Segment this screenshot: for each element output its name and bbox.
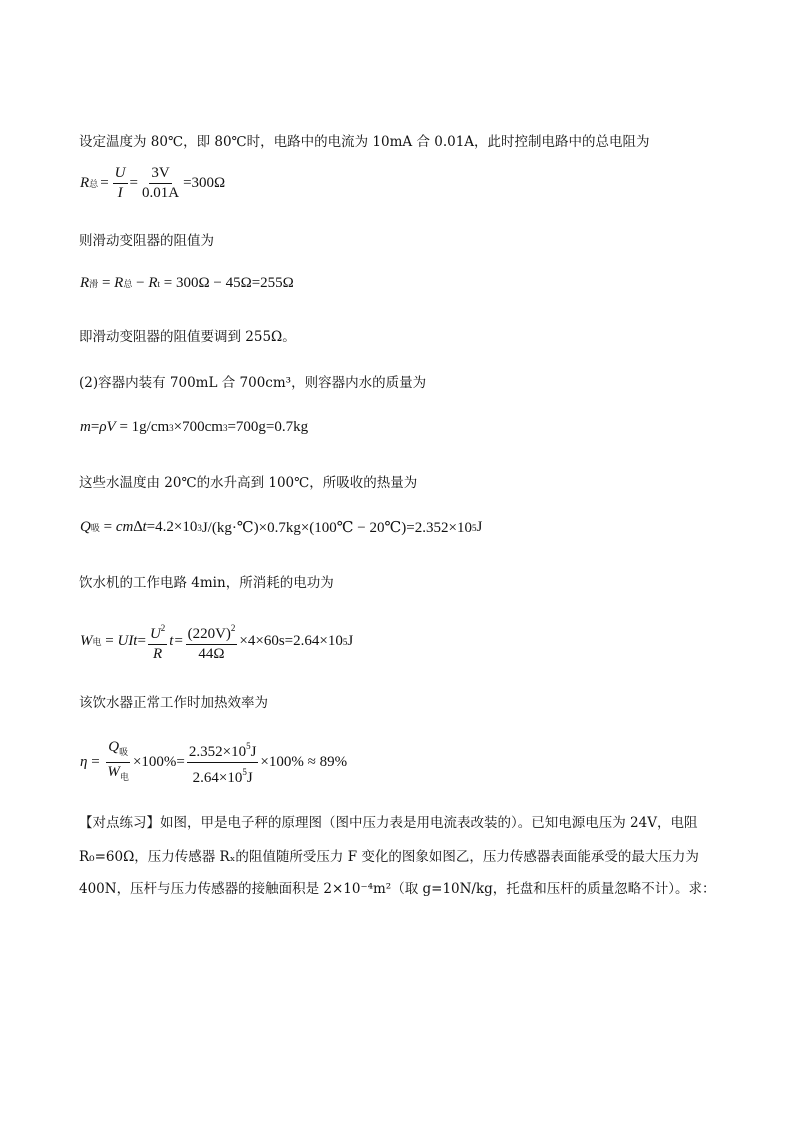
eq5-numerator bbox=[186, 620, 238, 645]
eq3-part-a: = 1g/cm bbox=[115, 419, 170, 435]
eq6-rest: ×100% ≈ 89% bbox=[260, 754, 348, 770]
eq5-unit-J: J bbox=[347, 633, 354, 649]
equation-rheostat-resistance bbox=[80, 275, 294, 292]
eq1-equals: = bbox=[100, 175, 109, 191]
eq3-part-a-sup: 3 bbox=[169, 422, 174, 433]
eq5-equals: = bbox=[101, 633, 118, 649]
eq6-denominator-w bbox=[105, 763, 131, 786]
eq4-part-c: J bbox=[476, 519, 483, 535]
eq6-fraction-values bbox=[187, 738, 259, 787]
eq6-numerator-sup: 5 bbox=[246, 741, 251, 751]
eq4-part-b-sup: 5 bbox=[471, 522, 477, 533]
eq5-UIt: UIt bbox=[117, 633, 138, 649]
eq1-R: R bbox=[80, 175, 90, 191]
eq6-fraction-q-w bbox=[105, 739, 131, 786]
equation-total-resistance bbox=[80, 165, 225, 202]
eq6-numerator-unit: J bbox=[250, 744, 257, 760]
eq6-numerator-value: 2.352×10 bbox=[188, 744, 247, 760]
eq6-equals: = bbox=[87, 754, 104, 770]
eq2-R3: R bbox=[148, 275, 158, 291]
eq3-part-b: ×700cm bbox=[173, 419, 223, 435]
eq5-R: R bbox=[153, 646, 163, 662]
eq2-equals: = bbox=[98, 275, 115, 291]
eq6-denominator-value: 2.64×10 bbox=[192, 770, 243, 786]
eq6-W-sub: 电 bbox=[119, 772, 129, 782]
eq4-cmt: cm∆t bbox=[115, 519, 147, 535]
eq4-Q-sub: 吸 bbox=[90, 523, 100, 533]
eq1-fraction-values bbox=[140, 165, 181, 202]
eq1-result: =300Ω bbox=[183, 175, 226, 191]
eq1-numerator: 3V bbox=[149, 165, 171, 184]
eq5-equals-2: = bbox=[137, 633, 146, 649]
paragraph-practice-intro: 【对点练习】如图，甲是电子秤的原理图（图中压力表是用电流表改装的）。已知电源电压为 24V，电阻 bbox=[79, 815, 698, 831]
equation-efficiency bbox=[80, 738, 347, 787]
eq6-denominator-sup: 5 bbox=[242, 767, 247, 777]
paragraph-practice-conditions: 400N，压杆与压力传感器的接触面积是 2×10⁻⁴m²（取 g=10N/kg，托盘和压杆的质量忽略不计）。求： bbox=[79, 881, 716, 897]
equation-electrical-work bbox=[80, 620, 353, 663]
eq5-W: W bbox=[80, 633, 93, 649]
eq1-U: U bbox=[113, 165, 128, 184]
eq1-I: I bbox=[117, 185, 123, 201]
eq2-R1: R bbox=[80, 275, 90, 291]
eq6-denominator-unit: J bbox=[246, 770, 253, 786]
eq2-R2: R bbox=[114, 275, 124, 291]
eq6-eta: η bbox=[80, 754, 88, 770]
eq4-part-b: J/(kg·℃)×0.7kg×(100℃ − 20℃)=2.352×10 bbox=[201, 520, 472, 536]
eq5-W-sub: 电 bbox=[92, 637, 102, 647]
eq5-numerator-value: (220V) bbox=[187, 626, 231, 642]
eq3-m: m bbox=[80, 419, 91, 435]
eq2-R3-sub: t bbox=[157, 278, 160, 289]
eq4-Q: Q bbox=[80, 519, 91, 535]
eq5-fraction-values bbox=[186, 620, 238, 663]
eq6-numerator-q bbox=[106, 739, 130, 763]
paragraph-temperature-rise: 这些水温度由 20℃的水升高到 100℃，所吸收的热量为 bbox=[79, 475, 418, 491]
paragraph-water-volume: (2)容器内装有 700mL 合 700cm³，则容器内水的质量为 bbox=[79, 375, 427, 391]
eq4-part-a: =4.2×10 bbox=[146, 519, 198, 535]
eq6-Q: Q bbox=[108, 739, 120, 755]
eq2-minus: − bbox=[132, 275, 149, 291]
eq6-W: W bbox=[107, 764, 120, 780]
eq2-R2-sub: 总 bbox=[123, 279, 133, 289]
paragraph-set-temperature: 设定温度为 80℃，即 80℃时，电路中的电流为 10mA 合 0.01A，此时控制电路中的总电阻为 bbox=[79, 134, 650, 150]
paragraph-efficiency: 该饮水器正常工作时加热效率为 bbox=[79, 695, 268, 711]
paragraph-rheostat-conclusion: 即滑动变阻器的阻值要调到 255Ω。 bbox=[79, 329, 296, 345]
eq5-denominator: 44Ω bbox=[198, 646, 225, 662]
paragraph-electrical-work: 饮水机的工作电路 4min，所消耗的电功为 bbox=[79, 575, 334, 591]
eq3-part-c: =700g=0.7kg bbox=[227, 419, 309, 435]
eq6-denominator bbox=[191, 763, 255, 787]
eq6-numerator bbox=[187, 738, 259, 763]
eq5-numerator-sup: 2 bbox=[230, 623, 236, 633]
eq5-t: t= bbox=[169, 633, 184, 649]
paragraph-practice-sensor: R₀=60Ω，压力传感器 Rₓ的阻值随所受压力 F 变化的图象如图乙，压力传感器表面能承受的最大压力为 bbox=[79, 849, 699, 865]
eq6-Q-sub: 吸 bbox=[119, 747, 129, 757]
eq6-mid: ×100%= bbox=[132, 754, 185, 770]
eq1-denominator: 0.01A bbox=[141, 185, 180, 201]
eq5-U: U bbox=[149, 626, 161, 642]
eq4-part-a-sup: 3 bbox=[197, 522, 202, 533]
eq3-equals: = bbox=[90, 419, 100, 435]
eq2-R1-sub: 滑 bbox=[89, 279, 99, 289]
eq3-part-b-sup: 3 bbox=[222, 422, 228, 433]
eq5-numerator-u2 bbox=[148, 620, 167, 645]
eq5-fraction-u2-r bbox=[148, 620, 167, 663]
eq4-equals: = bbox=[99, 519, 116, 535]
eq1-R-sub: 总 bbox=[89, 179, 99, 189]
eq5-U-sup: 2 bbox=[160, 623, 166, 633]
eq5-rest: ×4×60s=2.64×10 bbox=[239, 633, 343, 649]
eq5-rest-sup: 5 bbox=[342, 636, 348, 647]
eq1-equals-2: = bbox=[129, 175, 138, 191]
eq1-fraction-ui bbox=[113, 165, 128, 202]
eq2-rest: = 300Ω − 45Ω=255Ω bbox=[160, 275, 294, 291]
equation-water-mass bbox=[80, 419, 308, 436]
equation-heat-absorbed bbox=[80, 518, 482, 537]
paragraph-rheostat-value: 则滑动变阻器的阻值为 bbox=[79, 233, 214, 249]
eq3-rho-v: ρV bbox=[99, 419, 116, 435]
